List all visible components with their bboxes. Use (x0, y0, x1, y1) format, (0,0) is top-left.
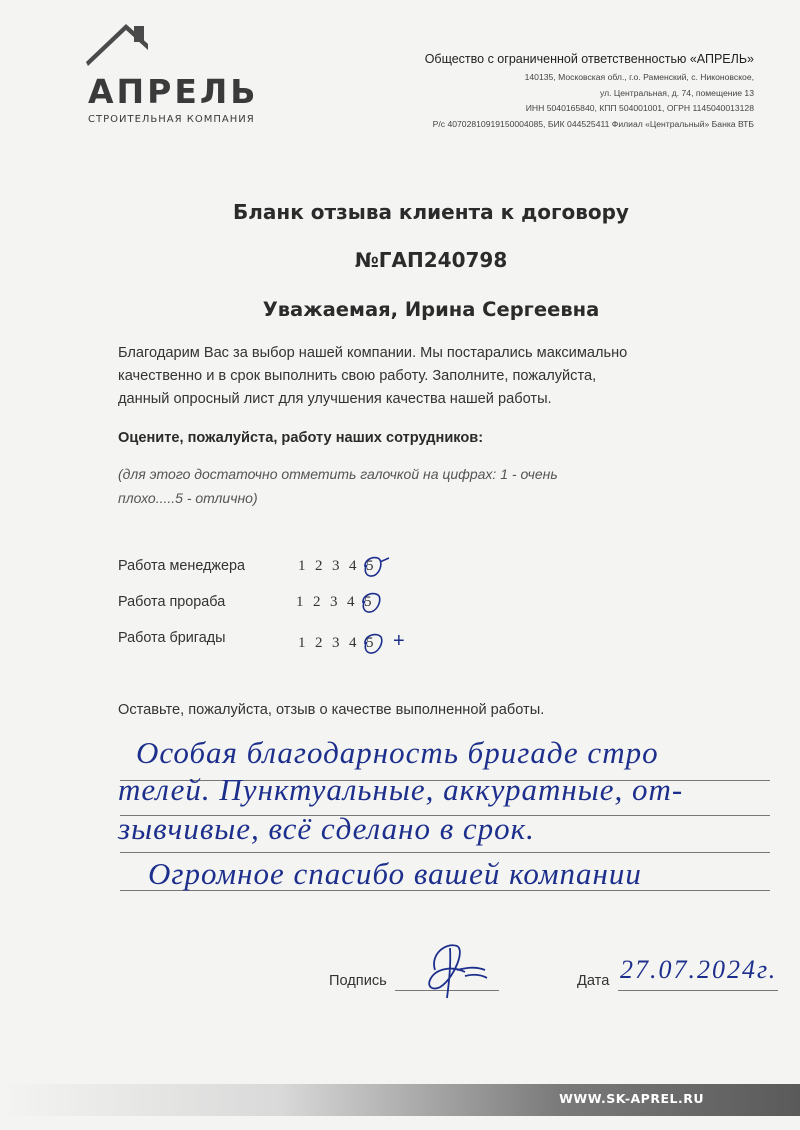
intro-line: качественно и в срок выполнить свою работу. Заполните, пожалуйста, (118, 368, 597, 384)
rating-option[interactable]: 3 (332, 635, 340, 651)
logo-brand-name: АПРЕЛЬ (88, 72, 259, 111)
signature-label: Подпись (329, 973, 387, 989)
company-address-line-2: ул. Центральная, д. 74, помещение 13 (600, 87, 754, 98)
rating-option[interactable]: 2 (315, 558, 323, 574)
rating-heading: Оцените, пожалуйста, работу наших сотрудников: (118, 430, 484, 446)
logo-subtitle: СТРОИТЕЛЬНАЯ КОМПАНИЯ (88, 114, 255, 125)
form-title: Бланк отзыва клиента к договору (233, 200, 629, 224)
handwritten-date: 27.07.2024г. (620, 955, 778, 984)
rating-option[interactable]: 4 (347, 594, 355, 610)
company-name: Общество с ограниченной ответственностью «АПРЕЛЬ» (424, 52, 754, 66)
rating-hint-line: (для этого достаточно отметить галочкой на цифрах: 1 - очень (118, 466, 558, 482)
rating-option-selected[interactable] (366, 558, 383, 575)
date-label: Дата (577, 973, 610, 989)
handwritten-circle-mark (361, 554, 395, 580)
intro-line: данный опросный лист для улучшения качества нашей работы. (118, 391, 552, 407)
rating-label: Работа прораба (118, 594, 226, 610)
company-address-line-1: 140135, Московская обл., г.о. Раменский, с. Никоновское, (524, 72, 754, 82)
rating-option-selected[interactable] (366, 635, 383, 652)
rating-scale[interactable] (298, 558, 383, 575)
handwritten-feedback-line: Огромное спасибо вашей компании (148, 856, 642, 891)
handwritten-signature-image (395, 930, 505, 1005)
footer-bar (0, 1084, 800, 1116)
feedback-line-rule (120, 852, 770, 853)
intro-text (118, 342, 768, 411)
company-logo (82, 24, 282, 134)
contract-number: №ГАП240798 (354, 248, 508, 272)
handwritten-feedback-line: зывчивые, всё сделано в срок. (118, 811, 535, 846)
rating-scale[interactable] (298, 630, 410, 653)
rating-option-selected[interactable] (364, 594, 381, 611)
rating-option[interactable]: 4 (349, 558, 357, 574)
rating-option[interactable]: 3 (332, 558, 340, 574)
greeting: Уважаемая, Ирина Сергеевна (262, 298, 600, 321)
company-details (425, 52, 754, 132)
company-bank-details: Р/с 40702810919150004085, БИК 044525411 Филиал «Центральный» Банка ВТБ (432, 118, 754, 129)
handwritten-feedback-line: телей. Пунктуальные, аккуратные, от- (118, 772, 684, 807)
rating-option[interactable]: 4 (349, 635, 357, 651)
company-ids: ИНН 5040165840, КПП 504001001, ОГРН 1145040013128 (525, 103, 754, 113)
rating-option-value: 5 (366, 635, 374, 651)
handwritten-circle-mark (359, 590, 393, 616)
handwritten-plus-mark: + (393, 630, 405, 652)
rating-option[interactable]: 2 (315, 635, 323, 651)
rating-option[interactable]: 1 (298, 635, 306, 651)
rating-hint (118, 462, 718, 510)
rating-option[interactable]: 2 (313, 594, 321, 610)
house-roof-icon (86, 24, 156, 68)
rating-label: Работа бригады (118, 630, 226, 646)
rating-option[interactable]: 3 (330, 594, 338, 610)
rating-scale[interactable] (296, 594, 381, 611)
feedback-heading: Оставьте, пожалуйста, отзыв о качестве выполненной работы. (118, 702, 545, 718)
handwritten-circle-mark (361, 631, 395, 657)
date-line (618, 990, 778, 991)
handwritten-feedback-line: Особая благодарность бригаде стро (136, 735, 659, 770)
rating-label: Работа менеджера (118, 558, 246, 574)
intro-line: Благодарим Вас за выбор нашей компании. Мы постарались максимально (118, 345, 628, 361)
rating-hint-line: плохо.....5 - отлично) (118, 490, 258, 506)
rating-option[interactable]: 1 (296, 594, 304, 610)
website-link[interactable]: WWW.SK-APREL.RU (559, 1091, 704, 1106)
rating-option-value: 5 (366, 558, 374, 574)
rating-option-value: 5 (364, 594, 372, 610)
rating-option[interactable]: 1 (298, 558, 306, 574)
